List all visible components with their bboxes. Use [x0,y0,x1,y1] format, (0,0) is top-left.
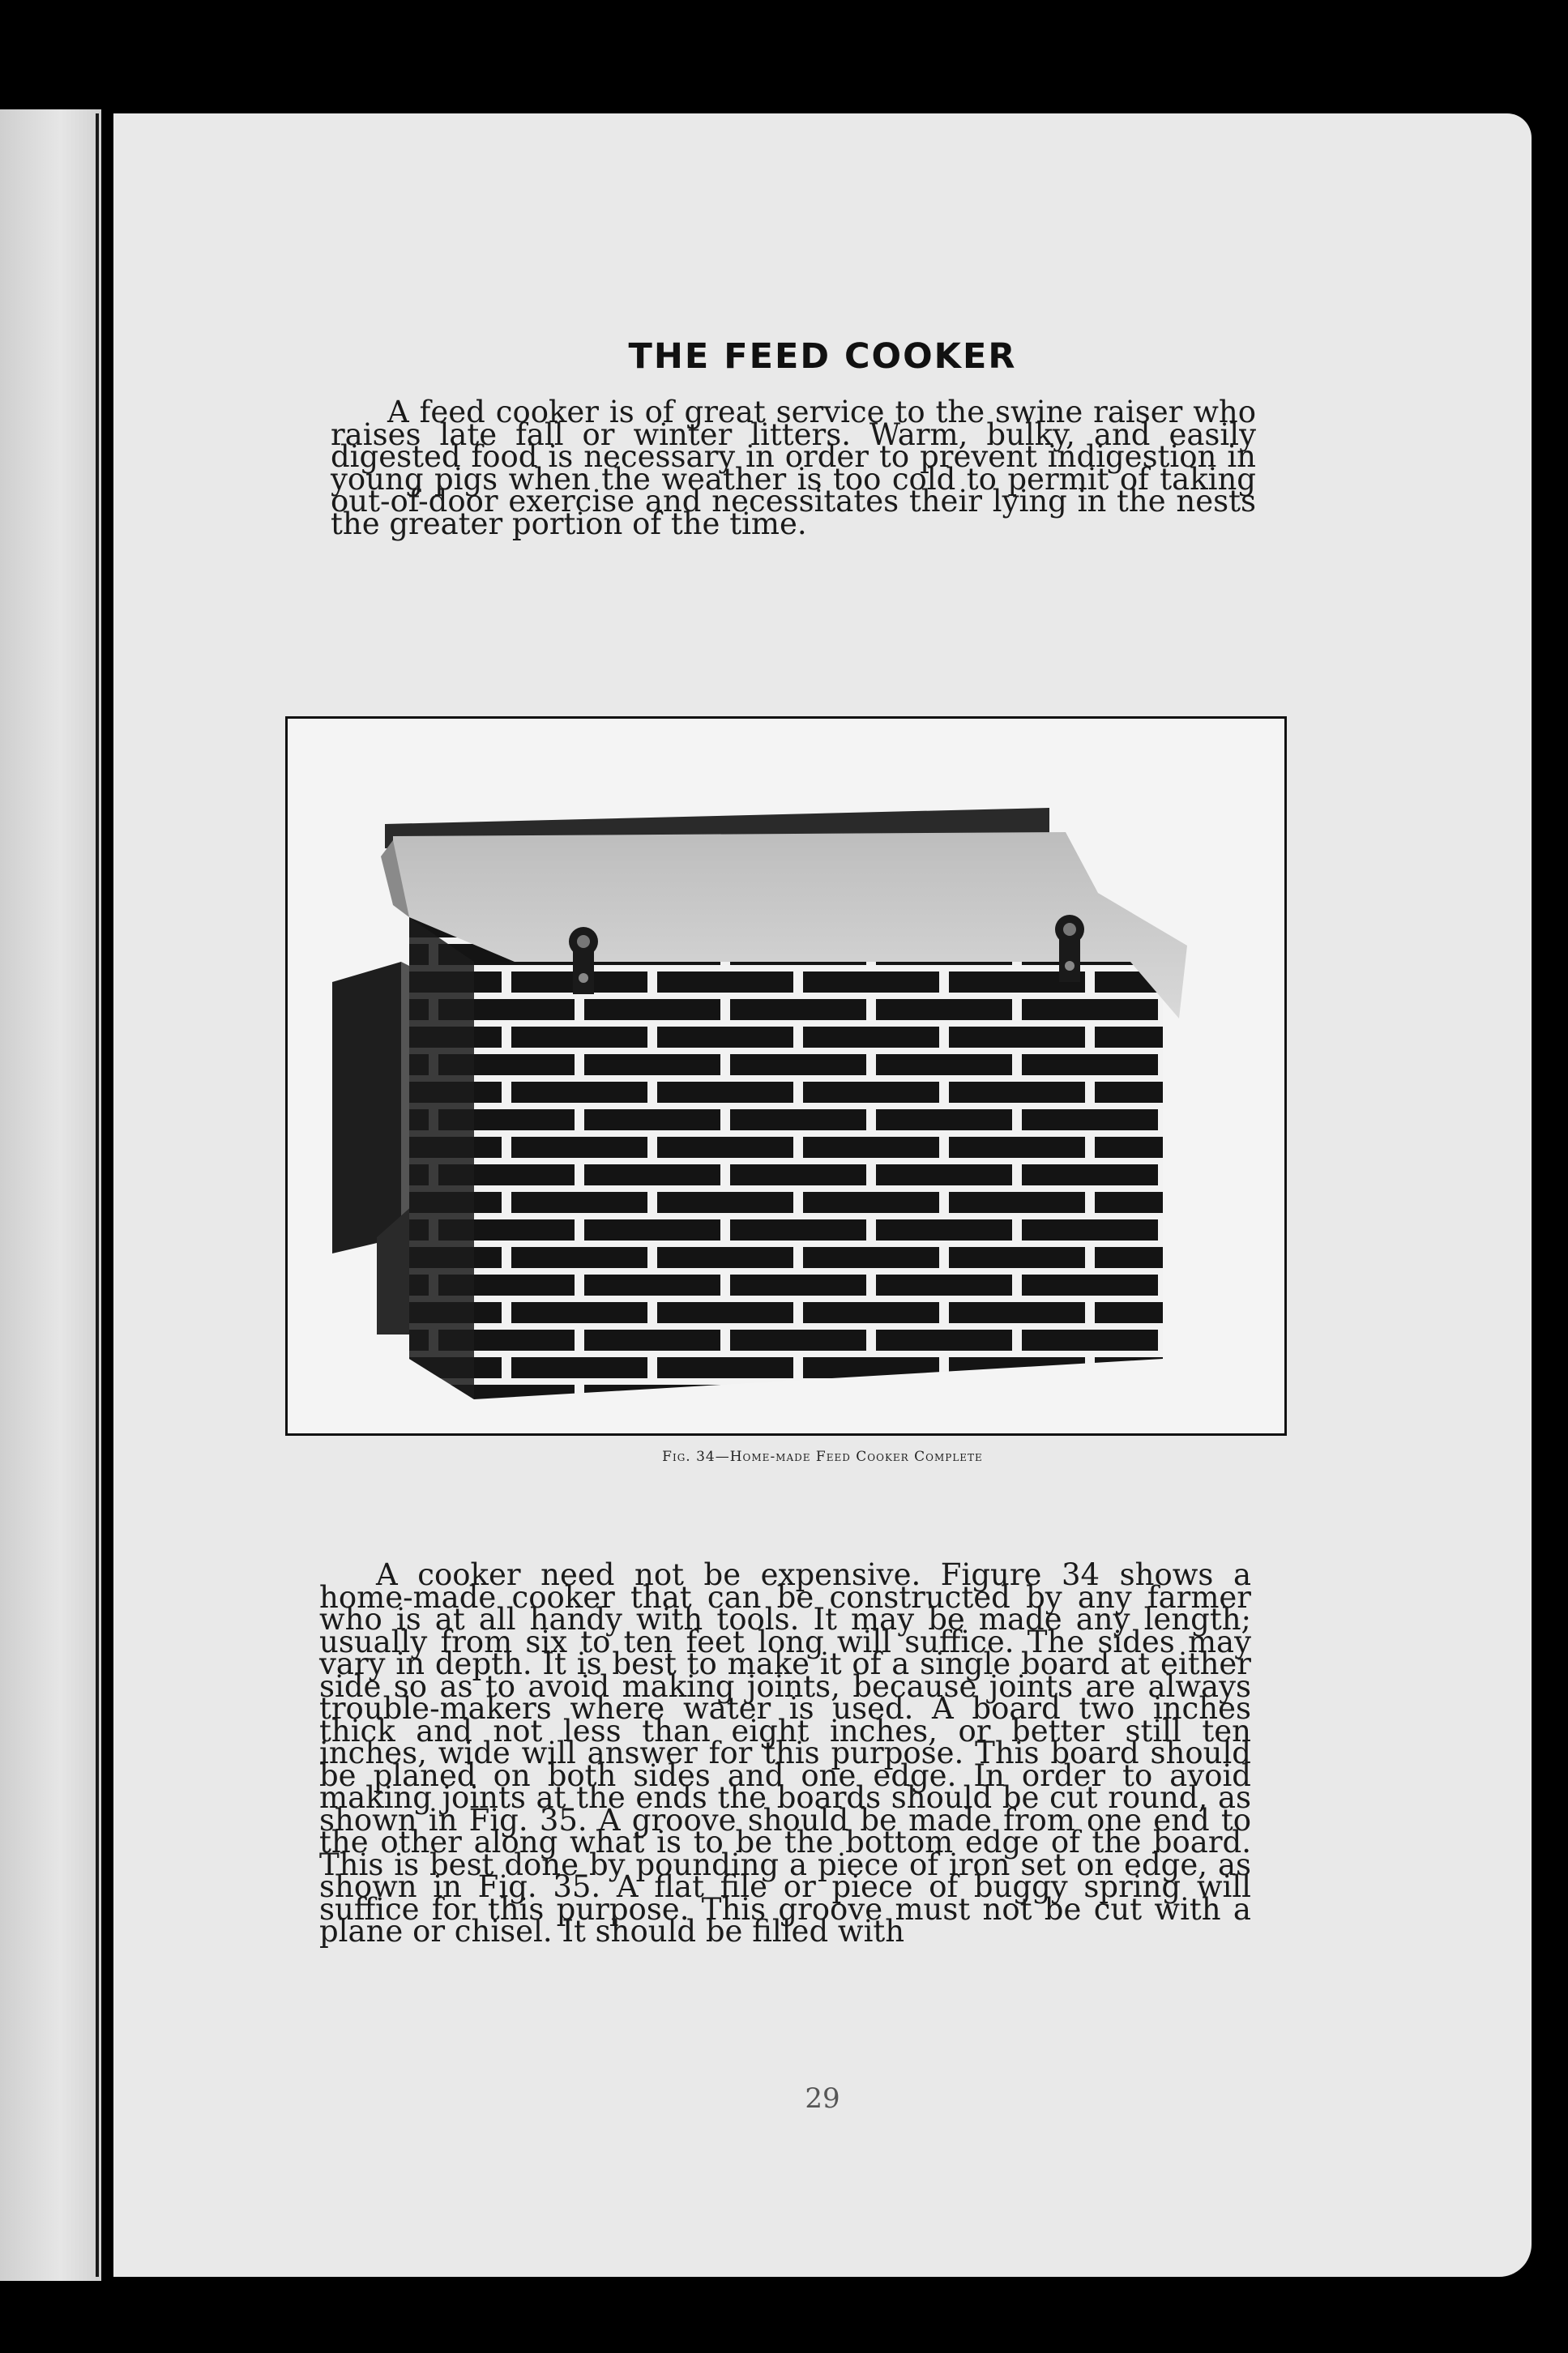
door-panel [332,962,401,1253]
book-page [113,113,1532,2277]
intro-paragraph [331,395,1256,541]
brick-body [409,917,1163,1399]
page-number: 29 [805,2082,840,2115]
figure-caption: Fig. 34—Home-made Feed Cooker Complete [662,1449,983,1465]
figure-feed-cooker [285,716,1287,1436]
hinge-icon [1055,915,1084,982]
page-title: THE FEED COOKER [628,336,1017,377]
intro-paragraph-text: A feed cooker is of great service to the swine raiser who raises late fall or winter litters. Warm, bulky, and easily digested food is necessary in order to prevent indigestion in young pigs when the weather is too cold to permit of taking out-of-door exercise and necessitates their lying in the nests the greater portion of the time. [331,395,1256,541]
body-paragraph [319,1557,1251,1949]
binding-shadow [96,113,99,2277]
facing-page-edge [0,109,101,2281]
body-paragraph-text: A cooker need not be expensive. Figure 34 shows a home-made cooker that can be constructed by any farmer who is at all handy with tools. It may be made any length; usually from six to ten feet long will suffice. The sides may vary in depth. It is best to make it of a single board at either side so as to avoid making joints, because joints are always trouble-makers where water is used. A board two inches thick and not less than eight inches, or better still ten inches, wide will answer for this purpose. This board should be planed on both sides and one edge. In order to avoid making joints at the ends the boards should be cut round, as shown in Fig. 35. A groove should be made from one end to the other along what is to be the bottom edge of the board. This is best done by pounding a piece of iron set on edge, as shown in Fig. 35. A flat file or piece of buggy spring will suffice for this purpose. This groove must not be cut with a plane or chisel. It should be filled with [319,1557,1251,1949]
feed-cooker-illustration [288,719,1284,1433]
hinge-icon [569,927,598,994]
